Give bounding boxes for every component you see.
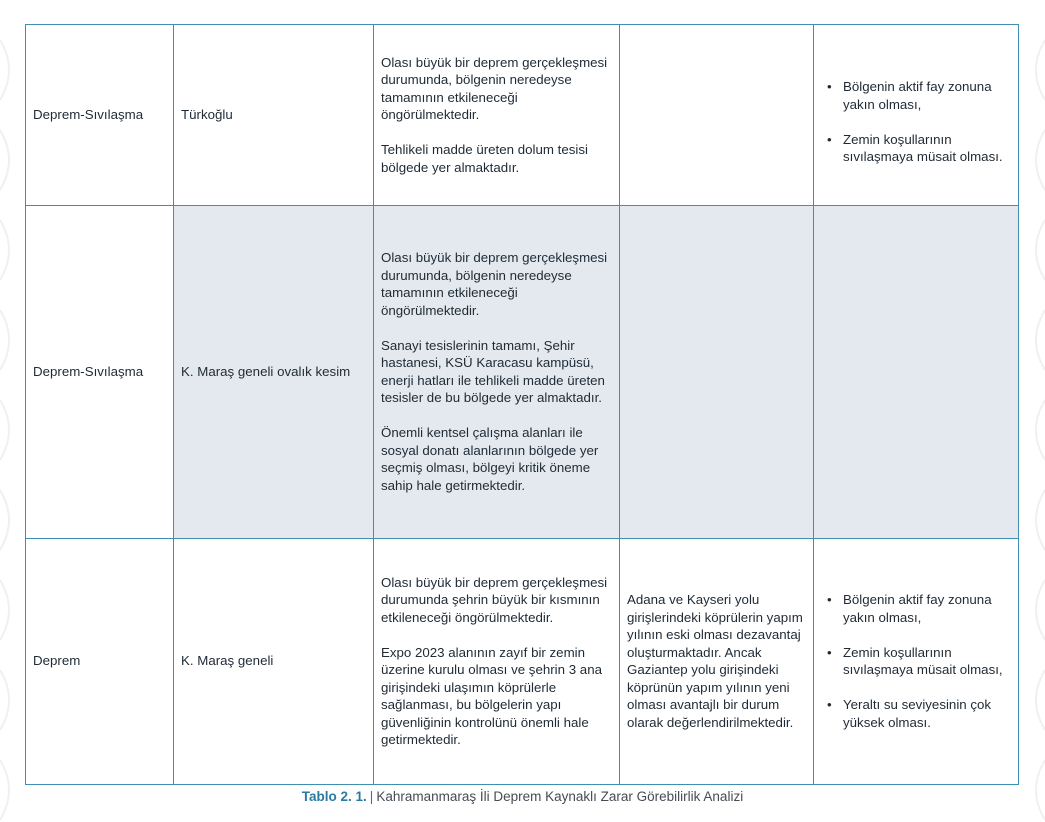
list-item: • Zemin koşullarının sıvılaşmaya müsait olması,: [843, 644, 1011, 679]
caption-label: Tablo 2. 1.: [301, 789, 367, 804]
list-item: • Bölgenin aktif fay zonuna yakın olması,: [843, 591, 1011, 626]
bridges-cell: [620, 25, 814, 206]
table-row: [26, 538, 1019, 784]
factors-cell: [814, 205, 1019, 538]
area-cell: K. Maraş geneli ovalık kesim: [174, 205, 374, 538]
bridges-cell: Adana ve Kayseri yolu girişlerindeki köprülerin yapım yılının eski olması dezavantaj oluşturmaktadır. Ancak Gaziantep yolu girişindeki köprünün yapım yılının yeni olması avantajlı bir durum olarak değerlendirilmektedir.: [620, 538, 814, 784]
caption-text: Kahramanmaraş İli Deprem Kaynaklı Zarar Görebilirlik Analizi: [376, 789, 744, 804]
factor-list: [821, 61, 1011, 184]
decorative-pattern-right: [1015, 0, 1045, 822]
factors-cell: [814, 538, 1019, 784]
list-item: • Bölgenin aktif fay zonuna yakın olması,: [843, 78, 1011, 113]
area-cell: Türkoğlu: [174, 25, 374, 206]
area-cell: K. Maraş geneli: [174, 538, 374, 784]
risk-type-cell: Deprem-Sıvılaşma: [26, 205, 174, 538]
bridges-cell: [620, 205, 814, 538]
assessment-cell: Olası büyük bir deprem gerçekleşmesi durumunda, bölgenin neredeyse tamamının etkileneceği öngörülmektedir. Tehlikeli madde üreten dolum tesisi bölgede yer almaktadır.: [374, 25, 620, 206]
risk-type-cell: Deprem-Sıvılaşma: [26, 25, 174, 206]
assessment-cell: Olası büyük bir deprem gerçekleşmesi durumunda, bölgenin neredeyse tamamının etkileneceği öngörülmektedir. Sanayi tesislerinin tamamı, Şehir hastanesi, KSÜ Karacasu kampüsü, enerji hatları ile tehlikeli madde üreten tesisler de bu bölgede yer almaktadır. Önemli kentsel çalışma alanları ile sosyal donatı alanlarının bölgede yer seçmiş olması, bölgeyi kritik öneme sahip hale getirmektedir.: [374, 205, 620, 538]
risk-type-cell: Deprem: [26, 538, 174, 784]
factors-cell: [814, 25, 1019, 206]
vulnerability-table: [25, 24, 1019, 785]
list-item: • Yeraltı su seviyesinin çok yüksek olması.: [843, 696, 1011, 731]
caption-separator: |: [369, 789, 374, 804]
list-item: • Zemin koşullarının sıvılaşmaya müsait olması.: [843, 131, 1011, 166]
assessment-cell: Olası büyük bir deprem gerçekleşmesi durumunda şehrin büyük bir kısmının etkileneceği öngörülmektedir. Expo 2023 alanının zayıf bir zemin üzerine kurulu olması ve şehrin 3 ana girişindeki ulaşımın köprülerle sağlanması, bu bölgelerin yapı güvenliğinin kontrolünü önemli hale getirmektedir.: [374, 538, 620, 784]
table-caption: [0, 789, 1045, 804]
table-row: [26, 25, 1019, 206]
factor-list: [821, 574, 1011, 749]
table-row: [26, 205, 1019, 538]
